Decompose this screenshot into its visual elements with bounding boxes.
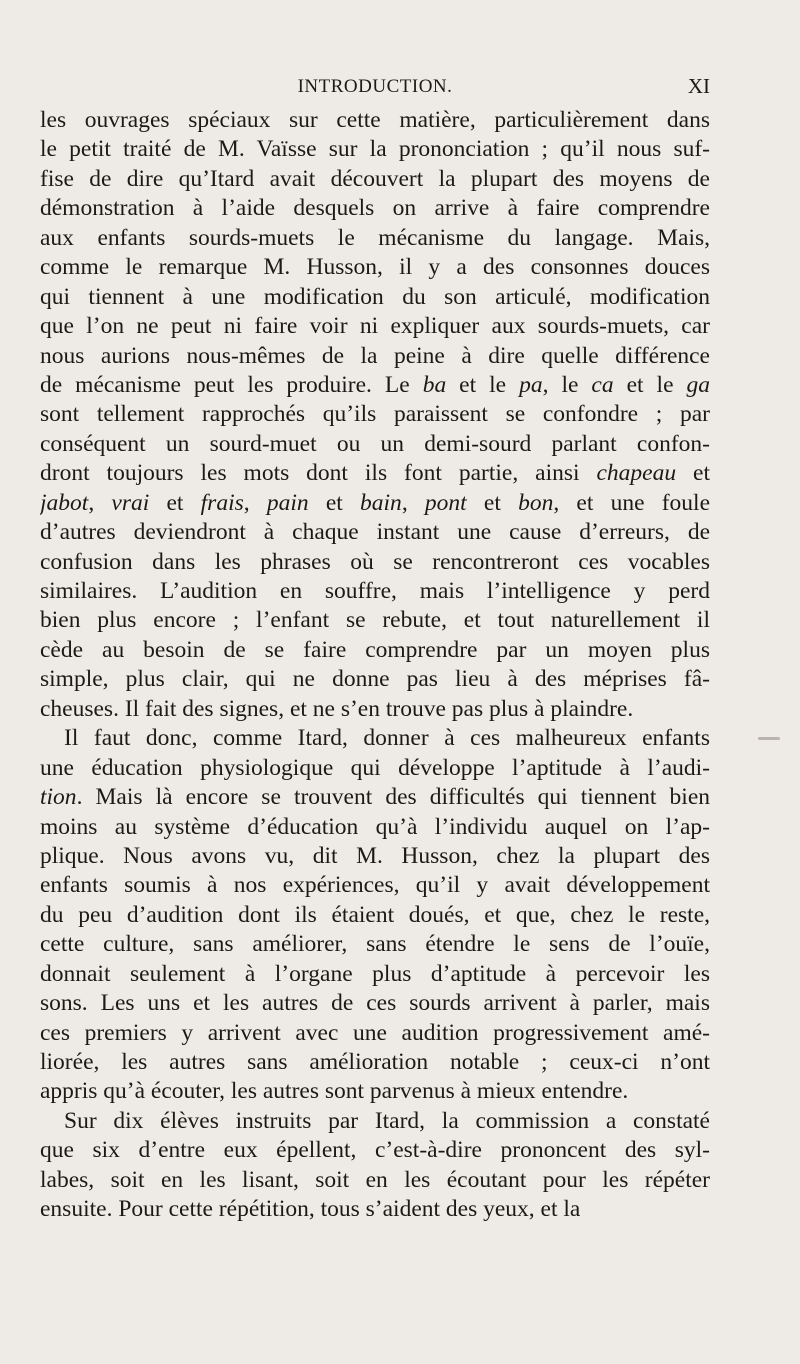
text-line: cheuses. Il fait des signes, et ne s’en trouve pas plus à plaindre. [40, 695, 634, 722]
text-line: Sur dix élèves instruits par Itard, la commission a constaté [64, 1107, 710, 1134]
text-line: confusion dans les phrases où se rencontreront ces vocables [40, 548, 710, 575]
text-line: sont tellement rapprochés qu’ils paraissent se confondre ; par [40, 401, 710, 428]
text-line: dront toujours les mots dont ils font partie, ainsi chapeau et [40, 460, 710, 487]
text-line: similaires. L’audition en souffre, mais l’intelligence y perd [40, 578, 710, 604]
text-line: d’autres deviendront à chaque instant une cause d’erreurs, de [40, 519, 710, 546]
text-line: que six d’entre eux épellent, c’est-à-dire prononcent des syl- [40, 1137, 710, 1164]
text-line: qui tiennent à une modification du son articulé, modification [40, 283, 710, 310]
text-line: du peu d’audition dont ils étaient doués, et que, chez le reste, [40, 901, 710, 928]
text-line: donnait seulement à l’organe plus d’aptitude à percevoir les [40, 960, 710, 987]
running-header [40, 74, 710, 102]
text-line: liorée, les autres sans amélioration notable ; ceux-ci n’ont [40, 1049, 710, 1075]
body-text [40, 106, 710, 1225]
text-line: cède au besoin de se faire comprendre par un moyen plus [40, 636, 710, 663]
text-line: le petit traité de M. Vaïsse sur la prononciation ; qu’il nous suf- [40, 136, 710, 163]
text-line: les ouvrages spéciaux sur cette matière, particulièrement dans [40, 107, 710, 133]
text-line: labes, soit en les lisant, soit en les écoutant pour les répéter [40, 1166, 710, 1193]
text-line: enfants soumis à nos expériences, qu’il y avait développement [40, 872, 710, 899]
text-line: jabot, vrai et frais, pain et bain, pont et bon, et une foule [40, 489, 710, 516]
text-line: bien plus encore ; l’enfant se rebute, et tout naturellement il [40, 607, 710, 634]
text-line: cette culture, sans améliorer, sans étendre le sens de l’ouïe, [40, 931, 710, 958]
text-line: une éducation physiologique qui développe l’aptitude à l’audi- [40, 754, 710, 781]
margin-mark [758, 737, 780, 740]
text-line: nous aurions nous-mêmes de la peine à dire quelle différence [40, 342, 710, 369]
text-line: ensuite. Pour cette répétition, tous s’aident des yeux, et la [40, 1196, 581, 1223]
text-line: conséquent un sourd-muet ou un demi-sourd parlant confon- [40, 430, 710, 457]
text-line: moins au système d’éducation qu’à l’individu auquel on l’ap- [40, 813, 710, 840]
text-line: ces premiers y arrivent avec une audition progressivement amé- [40, 1019, 710, 1046]
text-line: de mécanisme peut les produire. Le ba et le pa, le ca et le ga [40, 371, 710, 398]
text-line: appris qu’à écouter, les autres sont parvenus à mieux entendre. [40, 1078, 629, 1105]
text-line: que l’on ne peut ni faire voir ni expliquer aux sourds-muets, car [40, 313, 710, 340]
page-number: XI [687, 74, 710, 98]
text-line: tion. Mais là encore se trouvent des difficultés qui tiennent bien [40, 784, 710, 811]
text-line: fise de dire qu’Itard avait découvert la plupart des moyens de [40, 165, 710, 192]
text-line: sons. Les uns et les autres de ces sourds arrivent à parler, mais [40, 990, 710, 1017]
text-line: comme le remarque M. Husson, il y a des consonnes douces [40, 254, 710, 281]
text-line: Il faut donc, comme Itard, donner à ces malheureux enfants [64, 725, 710, 752]
running-title: INTRODUCTION. [297, 76, 453, 97]
text-line: aux enfants sourds-muets le mécanisme du langage. Mais, [40, 224, 710, 251]
text-line: simple, plus clair, qui ne donne pas lieu à des méprises fâ- [40, 666, 710, 693]
text-line: plique. Nous avons vu, dit M. Husson, chez la plupart des [40, 842, 710, 869]
text-line: démonstration à l’aide desquels on arrive à faire comprendre [40, 195, 710, 222]
